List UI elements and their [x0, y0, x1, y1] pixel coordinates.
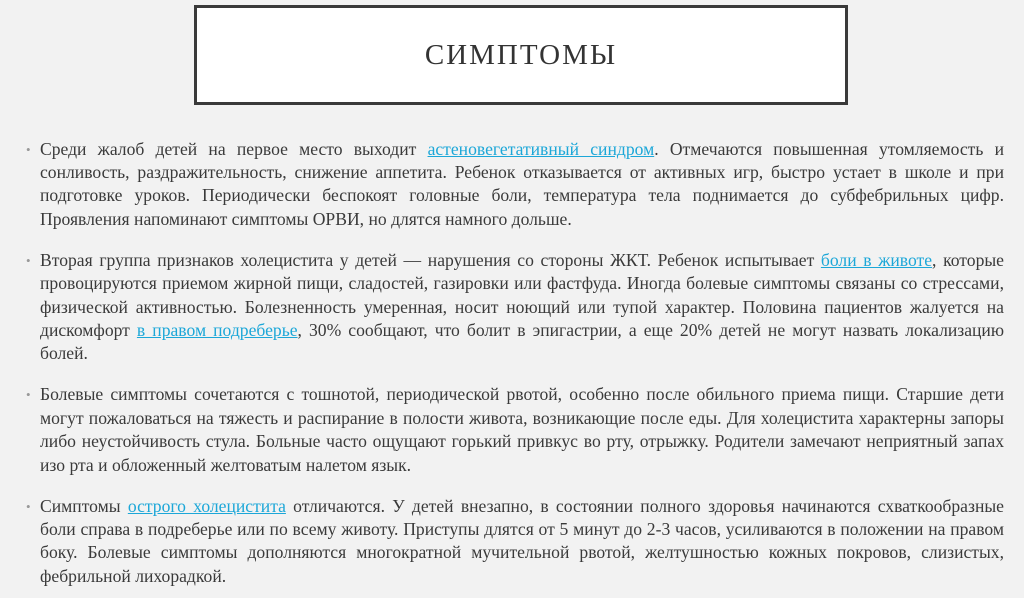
- text: , которые провоцируются приемом жирной пищи, сладостей, газировки или фастфуда. Иногда болевые симптомы связаны со стрессами, физической активностью. Болезненность умеренная, носит ноющий или тупой характер. Половина пациентов жалуется на дискомфорт: [40, 249, 1004, 341]
- bullet-icon: •: [26, 387, 31, 403]
- text: Симптомы: [40, 495, 128, 516]
- paragraph-4: [26, 495, 1004, 589]
- bullet-icon: •: [26, 141, 31, 157]
- slide-title: СИМПТОМЫ: [424, 38, 618, 71]
- paragraph-3: [26, 383, 1004, 477]
- link-right-hypochondrium[interactable]: в правом подреберье: [136, 320, 298, 341]
- text: отличаются. У детей внезапно, в состоянии полного здоровья начинаются схваткообразные боли справа в подреберье или по всему животу. Приступы длятся от 5 минут до 2-3 часов, усиливаются в положении на правом боку. Болевые симптомы дополняются многократной мучительной рвотой, желтушностью кожных покровов, слизистых, фебрильной лихорадкой.: [40, 495, 1004, 586]
- title-box: [194, 5, 848, 105]
- slide-content: [26, 120, 1004, 598]
- text: Среди жалоб детей на первое место выходит: [40, 138, 428, 159]
- link-acute-cholecystitis[interactable]: острого холецистита: [127, 495, 286, 516]
- link-asthenovegetative-syndrome[interactable]: астеновегетативный синдром: [427, 138, 655, 159]
- link-abdominal-pain[interactable]: боли в животе: [820, 249, 933, 270]
- bullet-icon: •: [26, 252, 31, 268]
- paragraph-1: [26, 138, 1004, 232]
- bullet-icon: •: [26, 498, 31, 514]
- text: , 30% сообщают, что болит в эпигастрии, а еще 20% детей не могут назвать локализацию болей.: [40, 320, 1004, 364]
- text: Вторая группа признаков холецистита у детей — нарушения со стороны ЖКТ. Ребенок испытывает: [40, 249, 821, 270]
- text: . Отмечаются повышенная утомляемость и сонливость, раздражительность, снижение аппетита. Ребенок отказывается от активных игр, быстро устает в школе и при подготовке уроков. Периодически беспокоят головные боли, температура тела поднимается до субфебрильных цифр. Проявления напоминают симптомы ОРВИ, но длятся намного дольше.: [40, 138, 1004, 229]
- paragraph-2: [26, 249, 1004, 366]
- text: Болевые симптомы сочетаются с тошнотой, периодической рвотой, особенно после обильного приема пищи. Старшие дети могут пожаловаться на тяжесть и распирание в полости живота, возникающие после еды. Для холецистита характерны запоры либо неустойчивость стула. Больные часто ощущают горький привкус во рту, отрыжку. Родители замечают неприятный запах изо рта и обложенный желтоватым налетом язык.: [40, 384, 1004, 475]
